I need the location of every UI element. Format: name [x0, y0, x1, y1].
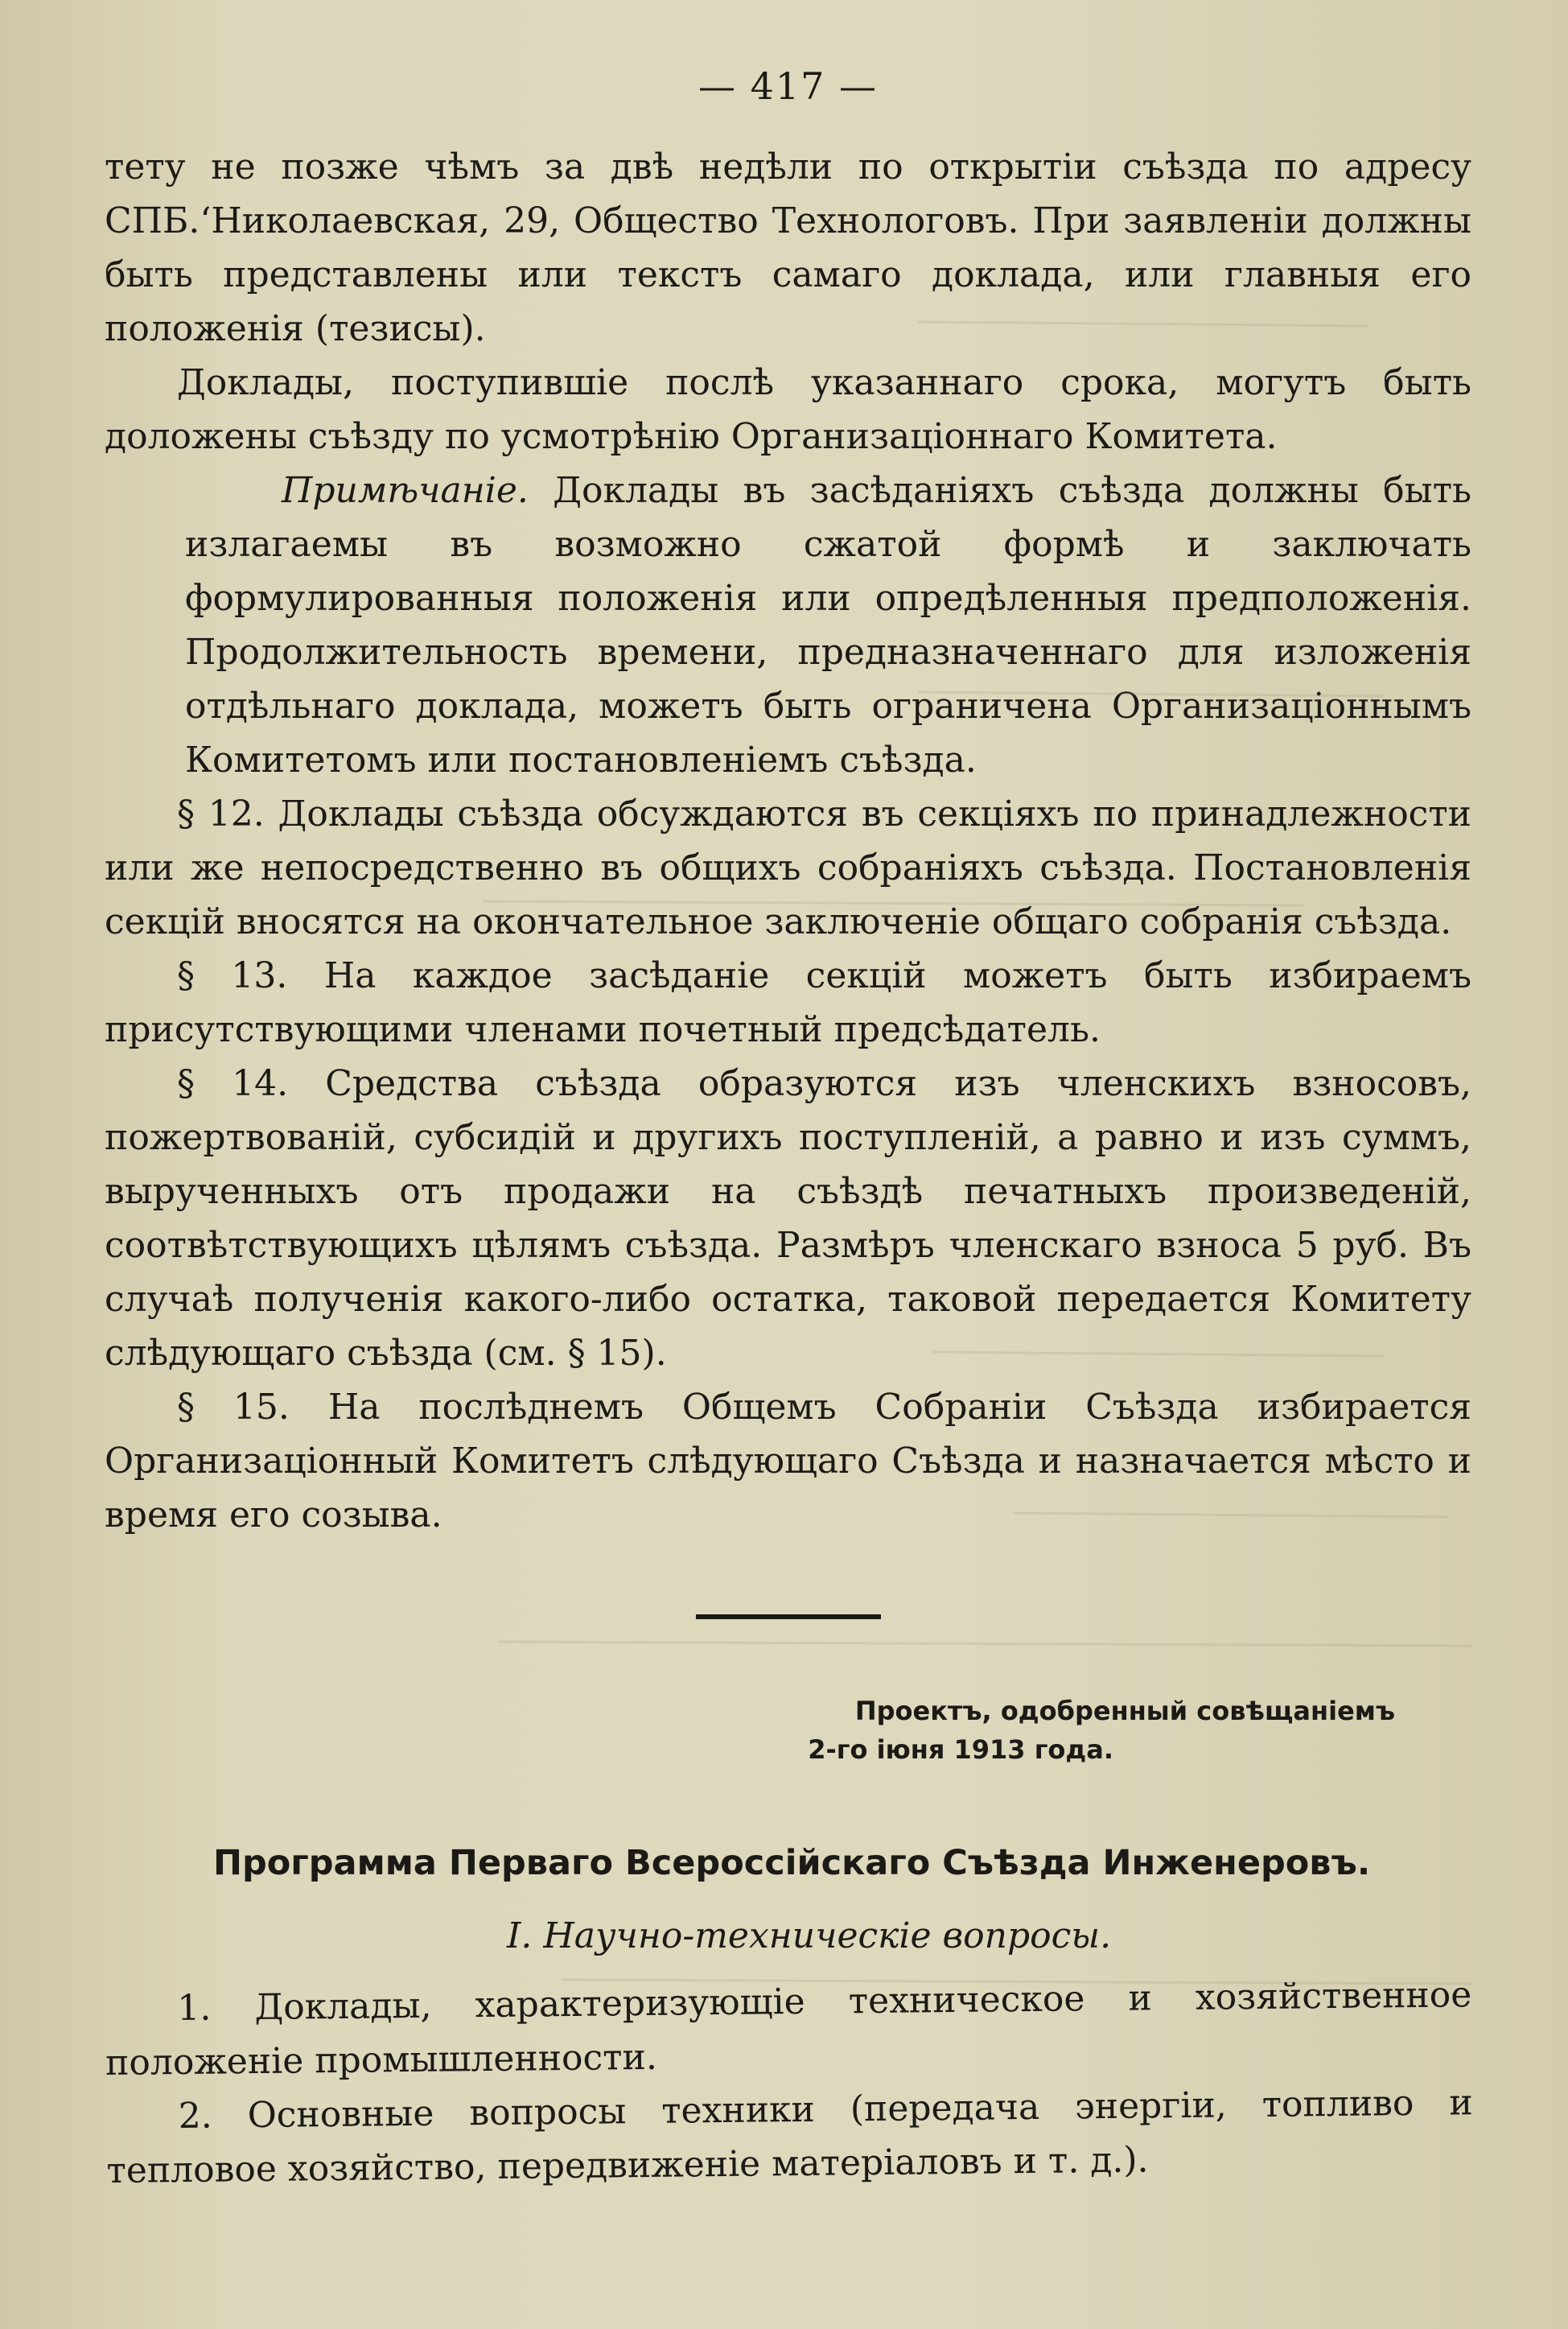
note-paragraph [185, 464, 1471, 787]
draft-caption [105, 1692, 1471, 1769]
section-title: I. Научно-техническiе вопросы. [507, 1915, 1112, 1956]
caption-line-1: Проектъ, одобренный совѣщанiемъ [854, 1696, 1395, 1726]
paragraph-continuation: тету не позже чѣмъ за двѣ недѣли по открытiи съѣзда по адресу СПБ.‘Николаевская, 29, Общество Технологовъ. При заявленiи должны быть представлены или текстъ самаго доклада, или главныя его положенiя (тезисы). [105, 146, 1471, 349]
section-14: § 14. Средства съѣзда образуются изъ членскихъ взносовъ, пожертвованiй, субсидiй и другихъ поступленiй, а равно и изъ суммъ, вырученныхъ отъ продажи на съѣздѣ печатныхъ произведенiй, соотвѣтствующихъ цѣлямъ съѣзда. Размѣръ членскаго взноса 5 руб. Въ случаѣ полученiя какого-либо остатка, таковой передается Комитету слѣдующаго съѣзда (см. § 15). [105, 1063, 1471, 1374]
note-lead: Примѣчанiе. [282, 470, 529, 511]
caption-line-2: 2-го iюня 1913 года. [808, 1734, 1113, 1765]
paragraph-late-reports: Доклады, поступившiе послѣ указаннаго срока, могутъ быть доложены съѣзду по усмотрѣнiю Организацiоннаго Комитета. [105, 362, 1471, 457]
note-text: Доклады въ засѣданiяхъ съѣзда должны быть излагаемы въ возможно сжатой формѣ и заключать формулированныя положенiя или опредѣленныя предположенiя. Продолжительность времени, предназначеннаго для изложенiя отдѣльнаго доклада, можетъ быть ограничена Организацiоннымъ Комитетомъ или постановленiемъ съѣзда. [185, 470, 1471, 781]
program-item-1: 1. Доклады, характеризующiе техническое и хозяйственное положенiе промышленности. [105, 1974, 1472, 2084]
section-divider [696, 1614, 881, 1619]
program-item-2: 2. Основные вопросы техники (передача энергiи, топливо и тепловое хозяйство, передвиженiе матерiаловъ и т. д.). [106, 2082, 1473, 2191]
section-15: § 15. На послѣднемъ Общемъ Собранiи Съѣзда избирается Организацiонный Комитетъ слѣдующаго Съѣзда и назначается мѣсто и время его созыва. [105, 1387, 1471, 1535]
section-13: § 13. На каждое засѣданiе секцiй можетъ быть избираемъ присутствующими членами почетный предсѣдатель. [105, 955, 1471, 1050]
page-number: — 417 — [698, 64, 879, 108]
program-title: Программа Перваго Всероссiйскаго Съѣзда Инженеровъ. [213, 1843, 1371, 1883]
section-12: § 12. Доклады съѣзда обсуждаются въ секцiяхъ по принадлежности или же непосредственно въ общихъ собранiяхъ съѣзда. Постановленiя секцiй вносятся на окончательное заключенiе общаго собранiя съѣзда. [105, 794, 1471, 942]
